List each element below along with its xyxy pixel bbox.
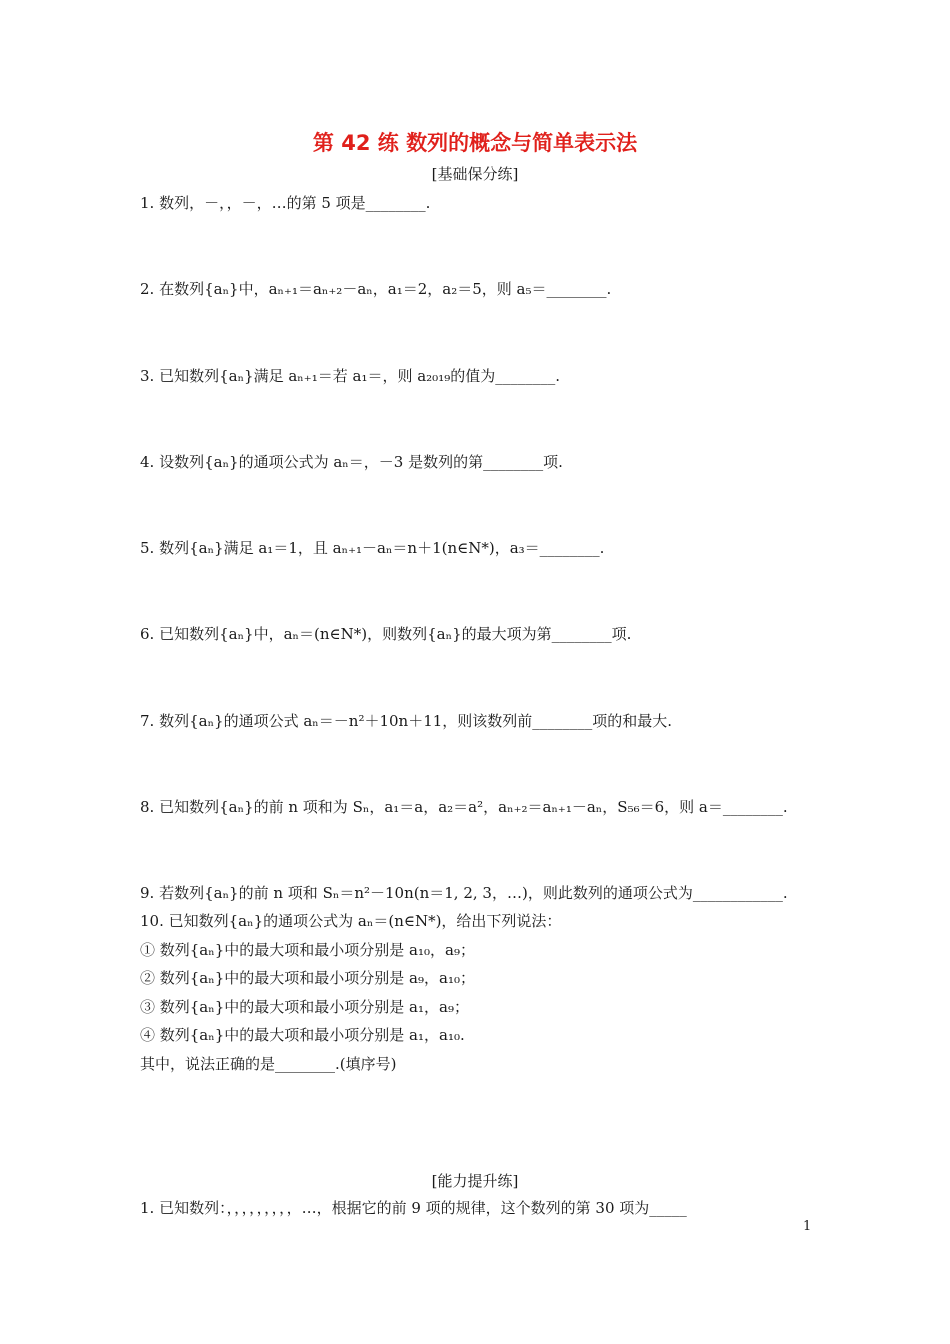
question-5: 5. 数列{aₙ}满足 a₁＝1，且 aₙ₊₁－aₙ＝n＋1(n∈N*)，a₃＝________. — [140, 539, 605, 557]
advanced-question-1: 1. 已知数列：，，，，，，，，，…，根据它的前 9 项的规律，这个数列的第 30 项为_____ — [140, 1199, 687, 1217]
question-10-answer-line: 其中，说法正确的是________.(填序号) — [140, 1055, 397, 1073]
question-4: 4. 设数列{aₙ}的通项公式为 aₙ＝，－3 是数列的第________项. — [140, 453, 563, 471]
question-1: 1. 数列，－，，－，…的第 5 项是________. — [140, 194, 431, 212]
question-7: 7. 数列{aₙ}的通项公式 aₙ＝－n²＋10n＋11，则该数列前________项的和最大. — [140, 712, 673, 730]
question-3: 3. 已知数列{aₙ}满足 aₙ₊₁＝若 a₁＝，则 a₂₀₁₉的值为________. — [140, 367, 560, 385]
page-number: 1 — [803, 1219, 812, 1234]
page-title: 第 42 练 数列的概念与简单表示法 — [312, 131, 638, 155]
question-10-option-3: ③ 数列{aₙ}中的最大项和最小项分别是 a₁，a₉； — [140, 998, 469, 1016]
section-heading-basic: [基础保分练] — [431, 165, 519, 183]
question-10-option-4: ④ 数列{aₙ}中的最大项和最小项分别是 a₁，a₁₀. — [140, 1026, 465, 1044]
question-10-stem: 10. 已知数列{aₙ}的通项公式为 aₙ＝(n∈N*)，给出下列说法： — [140, 912, 562, 930]
question-10-option-2: ② 数列{aₙ}中的最大项和最小项分别是 a₉，a₁₀； — [140, 969, 475, 987]
section-heading-advanced: [能力提升练] — [431, 1172, 519, 1190]
question-9: 9. 若数列{aₙ}的前 n 项和 Sₙ＝n²－10n(n＝1, 2, 3，…)，则此数列的通项公式为____________. — [140, 884, 788, 902]
question-2: 2. 在数列{aₙ}中，aₙ₊₁＝aₙ₊₂－aₙ，a₁＝2，a₂＝5，则 a₅＝________. — [140, 280, 612, 298]
question-8: 8. 已知数列{aₙ}的前 n 项和为 Sₙ，a₁＝a，a₂＝a²，aₙ₊₂＝aₙ₊₁－aₙ，S₅₆＝6，则 a＝________. — [140, 798, 788, 816]
question-6: 6. 已知数列{aₙ}中，aₙ＝(n∈N*)，则数列{aₙ}的最大项为第________项. — [140, 625, 632, 643]
question-10-option-1: ① 数列{aₙ}中的最大项和最小项分别是 a₁₀，a₉； — [140, 941, 475, 959]
